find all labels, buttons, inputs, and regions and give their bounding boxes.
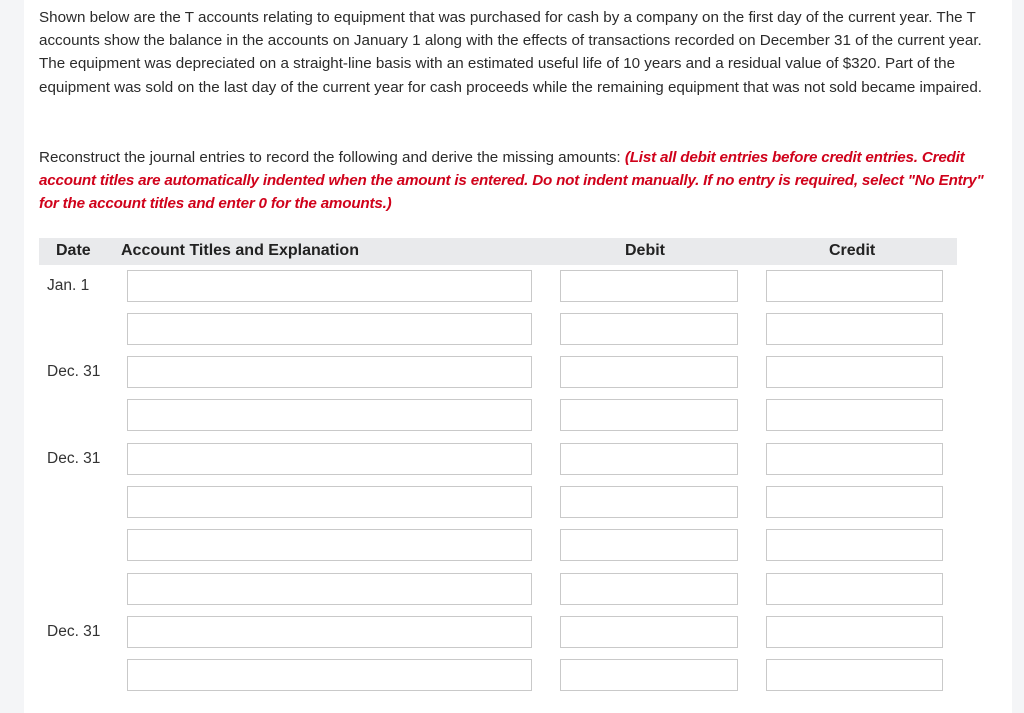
journal-header-row xyxy=(39,238,957,265)
right-margin-band xyxy=(1012,0,1024,713)
row-date: Jan. 1 xyxy=(47,277,90,294)
account-title-input[interactable] xyxy=(127,486,532,518)
journal-row xyxy=(39,572,957,608)
credit-input[interactable] xyxy=(766,616,943,648)
debit-input[interactable] xyxy=(560,313,738,345)
credit-input[interactable] xyxy=(766,399,943,431)
journal-entry-table xyxy=(39,238,957,640)
account-title-input[interactable] xyxy=(127,356,532,388)
journal-row xyxy=(39,312,957,348)
credit-input[interactable] xyxy=(766,313,943,345)
journal-row xyxy=(39,269,957,305)
journal-row xyxy=(39,615,957,651)
credit-input[interactable] xyxy=(766,529,943,561)
credit-input[interactable] xyxy=(766,356,943,388)
debit-input[interactable] xyxy=(560,356,738,388)
account-title-input[interactable] xyxy=(127,616,532,648)
debit-input[interactable] xyxy=(560,399,738,431)
account-title-input[interactable] xyxy=(127,270,532,302)
debit-input[interactable] xyxy=(560,443,738,475)
debit-input[interactable] xyxy=(560,573,738,605)
problem-instructions xyxy=(39,146,1004,215)
instruction-note: (List all debit entries before credit entries. Credit account titles are automatically indented when the amount is entered. Do not indent manually. If no entry is required, select "No Entry" for the account titles and enter 0 for the amounts.) xyxy=(39,149,984,212)
credit-input[interactable] xyxy=(766,573,943,605)
instruction-lead: Reconstruct the journal entries to record the following and derive the missing amounts: xyxy=(39,149,625,166)
credit-input[interactable] xyxy=(766,443,943,475)
account-title-input[interactable] xyxy=(127,399,532,431)
debit-input[interactable] xyxy=(560,529,738,561)
header-debit: Debit xyxy=(625,242,665,259)
account-title-input[interactable] xyxy=(127,529,532,561)
debit-input[interactable] xyxy=(560,270,738,302)
problem-intro: Shown below are the T accounts relating to equipment that was purchased for cash by a company on the first day of the current year. The T accounts show the balance in the accounts on January 1 along with the effects of transactions recorded on December 31 of the current year. The equipment was depreciated on a straight-line basis with an estimated useful life of 10 years and a residual value of $320. Part of the equipment was sold on the last day of the current year for cash proceeds while the remaining equipment that was not sold became impaired. xyxy=(39,9,982,96)
row-date: Dec. 31 xyxy=(47,450,101,467)
credit-input[interactable] xyxy=(766,486,943,518)
row-date: Dec. 31 xyxy=(47,363,101,380)
account-title-input[interactable] xyxy=(127,659,532,691)
credit-input[interactable] xyxy=(766,659,943,691)
account-title-input[interactable] xyxy=(127,313,532,345)
journal-row xyxy=(39,658,957,694)
header-credit: Credit xyxy=(829,242,876,259)
journal-row xyxy=(39,528,957,564)
account-title-input[interactable] xyxy=(127,443,532,475)
header-date: Date xyxy=(56,242,91,259)
debit-input[interactable] xyxy=(560,616,738,648)
problem-content xyxy=(39,6,1004,212)
journal-row xyxy=(39,355,957,391)
journal-row xyxy=(39,398,957,434)
debit-input[interactable] xyxy=(560,486,738,518)
left-margin-band xyxy=(0,0,24,713)
journal-row xyxy=(39,485,957,521)
journal-row xyxy=(39,442,957,478)
credit-input[interactable] xyxy=(766,270,943,302)
account-title-input[interactable] xyxy=(127,573,532,605)
row-date: Dec. 31 xyxy=(47,623,101,640)
debit-input[interactable] xyxy=(560,659,738,691)
header-account-titles: Account Titles and Explanation xyxy=(121,242,359,259)
